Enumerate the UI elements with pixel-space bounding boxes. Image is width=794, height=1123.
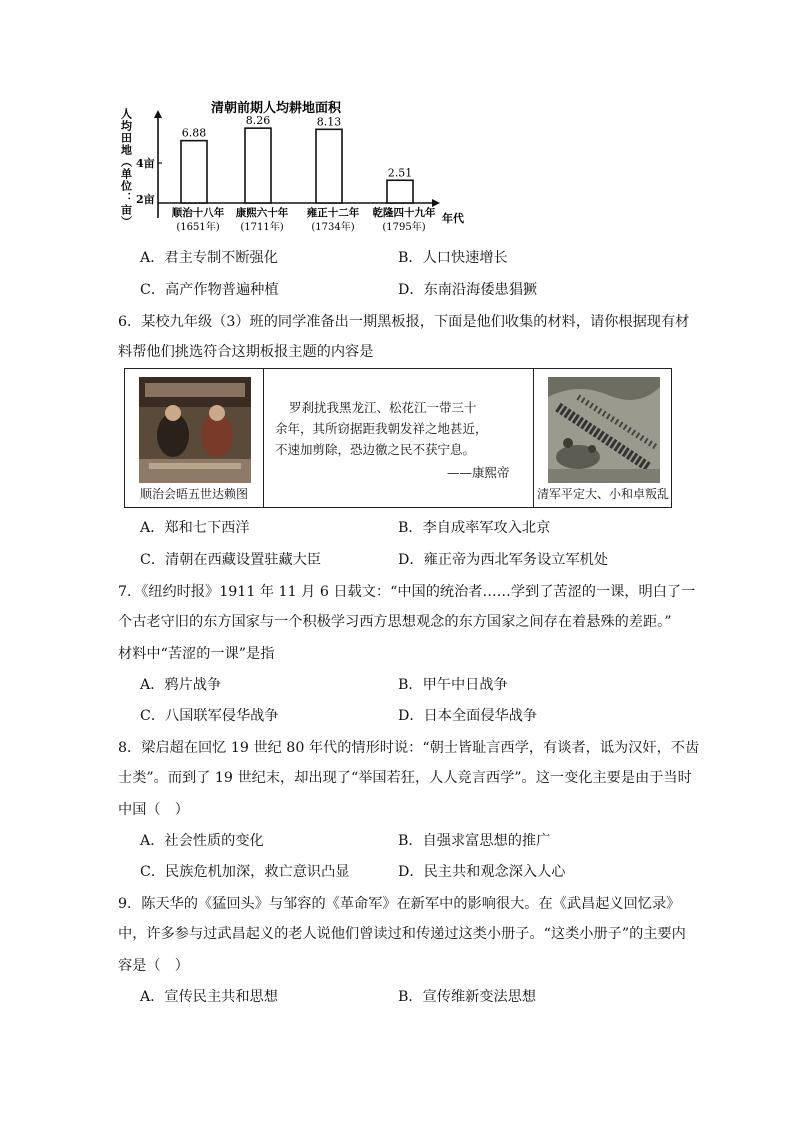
- q8-option-d[interactable]: D．民主共和观念深入人心: [398, 864, 566, 880]
- q6-material-box: [124, 368, 672, 508]
- q8-stem-line2: 士类”。而到了 19 世纪末，却出现了“举国若狂，人人竞言西学”。这一变化主要是由于当时: [118, 770, 692, 786]
- bar-value-label-2: 8.13: [316, 115, 342, 129]
- chart-title: 清朝前期人均耕地面积: [210, 101, 342, 116]
- bar-value-label-1: 8.26: [245, 114, 271, 128]
- q9-stem-line2: 中，许多参与过武昌起义的老人说他们曾读过和传递过这类小册子。“这类小册子”的主要内: [118, 926, 686, 942]
- left-caption: 顺治会晤五世达赖图: [139, 487, 248, 501]
- bar-0: [181, 141, 207, 203]
- q8-option-a[interactable]: A．社会性质的变化: [140, 833, 264, 849]
- q6-option-d[interactable]: D．雍正帝为西北军务设立军机处: [398, 552, 609, 568]
- q7-option-a[interactable]: A．鸦片战争: [140, 677, 222, 693]
- category-year-3: (1795年): [382, 222, 426, 233]
- qing-army-battle-painting: [548, 377, 660, 483]
- q6-stem-line1: 6．某校九年级（3）班的同学准备出一期黑板报，下面是他们收集的材料，请你根据现有材: [118, 314, 690, 330]
- q5-option-a[interactable]: A．君主专制不断强化: [140, 250, 278, 266]
- category-label-3: 乾隆四十九年: [372, 207, 436, 219]
- category-label-1: 康熙六十年: [235, 207, 289, 219]
- q6-option-b[interactable]: B．李自成率军攻入北京: [398, 520, 551, 536]
- quote-line3: 不速加剪除，恐边徼之民不获宁息。: [275, 442, 476, 457]
- category-year-2: (1734年): [311, 222, 355, 233]
- q7-stem-line2: 个古老守旧的东方国家与一个积极学习西方思想观念的东方国家之间存在着悬殊的差距。”: [118, 614, 672, 630]
- q7-option-d[interactable]: D．日本全面侵华战争: [398, 708, 538, 724]
- q9-stem-line3: 容是（ ）: [118, 958, 189, 974]
- right-material-panel: [533, 369, 672, 507]
- q8-option-c[interactable]: C．民族危机加深，救亡意识凸显: [140, 864, 350, 880]
- y-tick-2: 2亩: [136, 193, 155, 206]
- y-axis-label: 人均田地（单位：亩）: [119, 108, 133, 228]
- chart-svg: [116, 96, 476, 244]
- kangxi-quote-panel: [265, 369, 531, 507]
- q7-stem-line1: 7．《纽约时报》1911 年 11 月 6 日载文：“中国的统治者……学到了苦涩的一课，明白了一: [118, 584, 696, 600]
- category-label-0: 顺治十八年: [171, 207, 225, 219]
- y-axis-arrow: [154, 110, 162, 118]
- x-axis-end-label: 年代: [442, 212, 464, 225]
- bar-3: [387, 180, 413, 203]
- y-tick-4: 4亩: [136, 157, 155, 170]
- q7-option-c[interactable]: C．八国联军侵华战争: [140, 708, 279, 724]
- q7-stem-line3: 材料中“苦涩的一课”是指: [118, 646, 275, 662]
- bar-value-label-0: 6.88: [181, 126, 207, 140]
- x-axis-arrow: [432, 199, 440, 207]
- q8-option-b[interactable]: B．自强求富思想的推广: [398, 833, 551, 849]
- bar-2: [316, 129, 342, 203]
- bar-value-label-3: 2.51: [387, 166, 413, 180]
- q6-option-a[interactable]: A．郑和七下西洋: [140, 520, 250, 536]
- q5-option-d[interactable]: D．东南沿海倭患猖獗: [398, 282, 538, 298]
- per-capita-farmland-chart: [116, 96, 476, 244]
- q9-option-a[interactable]: A．宣传民主共和思想: [140, 989, 278, 1005]
- q7-option-b[interactable]: B．甲午中日战争: [398, 677, 508, 693]
- right-caption: 清军平定大、小和卓叛乱: [536, 487, 669, 501]
- category-year-0: (1651年): [176, 222, 220, 233]
- quote-line1: 罗刹扰我黑龙江、松花江一带三十: [289, 400, 477, 415]
- bars-group: [172, 114, 436, 233]
- q8-stem-line1: 8．梁启超在回忆 19 世纪 80 年代的情形时说：“朝士皆耻言西学，有谈者，诋为汉奸，不齿: [118, 740, 700, 756]
- q6-stem-line2: 料帮他们挑选符合这期板报主题的内容是: [118, 344, 374, 360]
- category-year-1: (1711年): [240, 222, 284, 233]
- q5-option-b[interactable]: B．人口快速增长: [398, 250, 508, 266]
- bar-1: [245, 128, 271, 203]
- dalai-lama-meeting-painting: [139, 377, 251, 483]
- q6-option-c[interactable]: C．清朝在西藏设置驻藏大臣: [140, 552, 322, 568]
- quote-source: ——康熙帝: [447, 465, 510, 480]
- q8-stem-line3: 中国（ ）: [118, 802, 189, 818]
- q5-option-c[interactable]: C．高产作物普遍种植: [140, 282, 279, 298]
- quote-line2: 余年，其所窃据距我朝发祥之地甚近，: [275, 421, 488, 436]
- q9-stem-line1: 9．陈天华的《猛回头》与邹容的《革命军》在新军中的影响很大。在《武昌起义回忆录》: [118, 896, 681, 912]
- left-material-panel: [125, 369, 264, 507]
- q9-option-b[interactable]: B．宣传维新变法思想: [398, 989, 537, 1005]
- category-label-2: 雍正十二年: [306, 207, 360, 219]
